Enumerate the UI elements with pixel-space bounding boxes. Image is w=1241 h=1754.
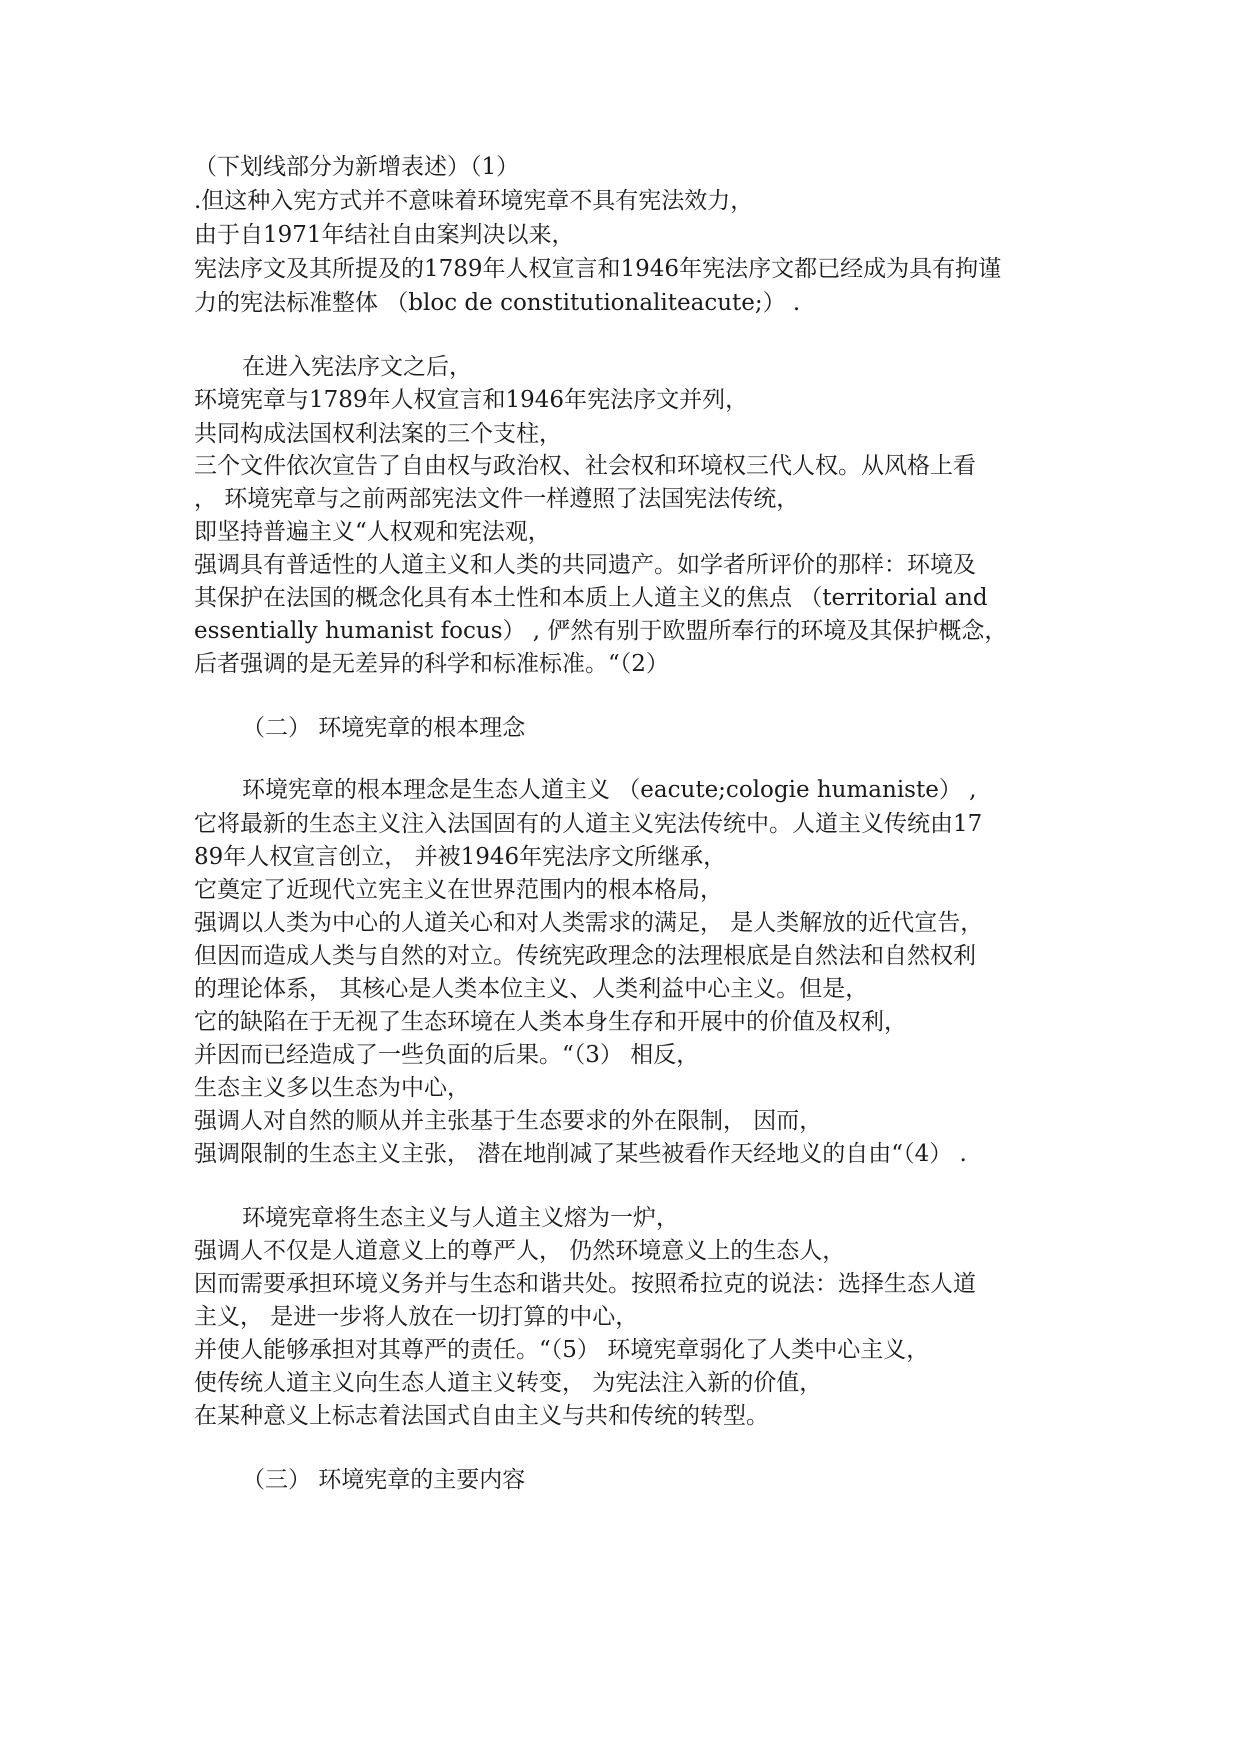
text-line: 但因而造成人类与自然的对立。传统宪政理念的法理根底是自然法和自然权利 — [194, 943, 976, 969]
text-line: 其保护在法国的概念化具有本土性和本质上人道主义的焦点 （territorial and — [194, 585, 988, 611]
text-line: 它的缺陷在于无视了生态环境在人类本身生存和开展中的价值及权利， — [194, 1009, 907, 1035]
text-line: 在某种意义上标志着法国式自由主义与共和传统的转型。 — [194, 1403, 769, 1429]
text-line: 即坚持普遍主义“人权观和宪法观， — [194, 519, 551, 545]
text-line: 由于自1971年结社自由案判决以来， — [194, 222, 575, 248]
text-line: 使传统人道主义向生态人道主义转变， 为宪法注入新的价值， — [194, 1370, 823, 1396]
text-line: 后者强调的是无差异的科学和标准标准。“（2） — [194, 651, 669, 677]
section-heading: （三） 环境宪章的主要内容 — [242, 1467, 526, 1493]
text-line: 主义， 是进一步将人放在一切打算的中心， — [194, 1304, 639, 1330]
text-line: 强调人对自然的顺从并主张基于生态要求的外在限制， 因而， — [194, 1108, 823, 1134]
text-line: 力的宪法标准整体 （bloc de constitutionaliteacute;） . — [194, 290, 801, 316]
text-line: 它将最新的生态主义注入法国固有的人道主义宪法传统中。人道主义传统由17 — [194, 811, 983, 837]
text-line: 并使人能够承担对其尊严的责任。“（5） 环境宪章弱化了人类中心主义， — [194, 1337, 930, 1363]
text-line: 宪法序文及其所提及的1789年人权宣言和1946年宪法序文都已经成为具有拘谨 — [194, 256, 1002, 282]
text-line: 共同构成法国权利法案的三个支柱， — [194, 421, 562, 447]
text-line: 89年人权宣言创立， 并被1946年宪法序文所继承， — [194, 844, 727, 870]
text-line: （下划线部分为新增表述）（1） — [194, 154, 520, 180]
text-line: 它奠定了近现代立宪主义在世界范围内的根本格局， — [194, 877, 723, 903]
text-line: 并因而已经造成了一些负面的后果。“（3） 相反， — [194, 1042, 700, 1068]
text-line: 强调以人类为中心的人道关心和对人类需求的满足， 是人类解放的近代宣告， — [194, 910, 984, 936]
text-line: .但这种入宪方式并不意味着环境宪章不具有宪法效力， — [194, 188, 754, 214]
text-line: 环境宪章与1789年人权宣言和1946年宪法序文并列， — [194, 387, 749, 413]
text-line: 因而需要承担环境义务并与生态和谐共处。按照希拉克的说法：选择生态人道 — [194, 1271, 976, 1297]
text-line: 环境宪章的根本理念是生态人道主义 （eacute;cologie humaniste） , — [242, 777, 977, 803]
section-heading: （二） 环境宪章的根本理念 — [242, 715, 526, 741]
text-line: 的理论体系， 其核心是人类本位主义、人类利益中心主义。但是， — [194, 976, 869, 1002]
text-line: 环境宪章将生态主义与人道主义熔为一炉， — [242, 1205, 679, 1231]
text-line: 强调人不仅是人道意义上的尊严人， 仍然环境意义上的生态人， — [194, 1238, 846, 1264]
text-line: 强调具有普适性的人道主义和人类的共同遗产。如学者所评价的那样：环境及 — [194, 552, 976, 578]
text-line: 在进入宪法序文之后， — [242, 354, 472, 380]
text-line: 强调限制的生态主义主张， 潜在地削减了某些被看作天经地义的自由“（4） . — [194, 1141, 967, 1167]
text-line: 三个文件依次宣告了自由权与政治权、社会权和环境权三代人权。从风格上看 — [194, 453, 976, 479]
text-line: essentially humanist focus） , 俨然有别于欧盟所奉行的环境及其保护概念， — [194, 618, 1008, 644]
text-line: ， 环境宪章与之前两部宪法文件一样遵照了法国宪法传统， — [194, 486, 800, 512]
text-line: 生态主义多以生态为中心， — [194, 1075, 470, 1101]
